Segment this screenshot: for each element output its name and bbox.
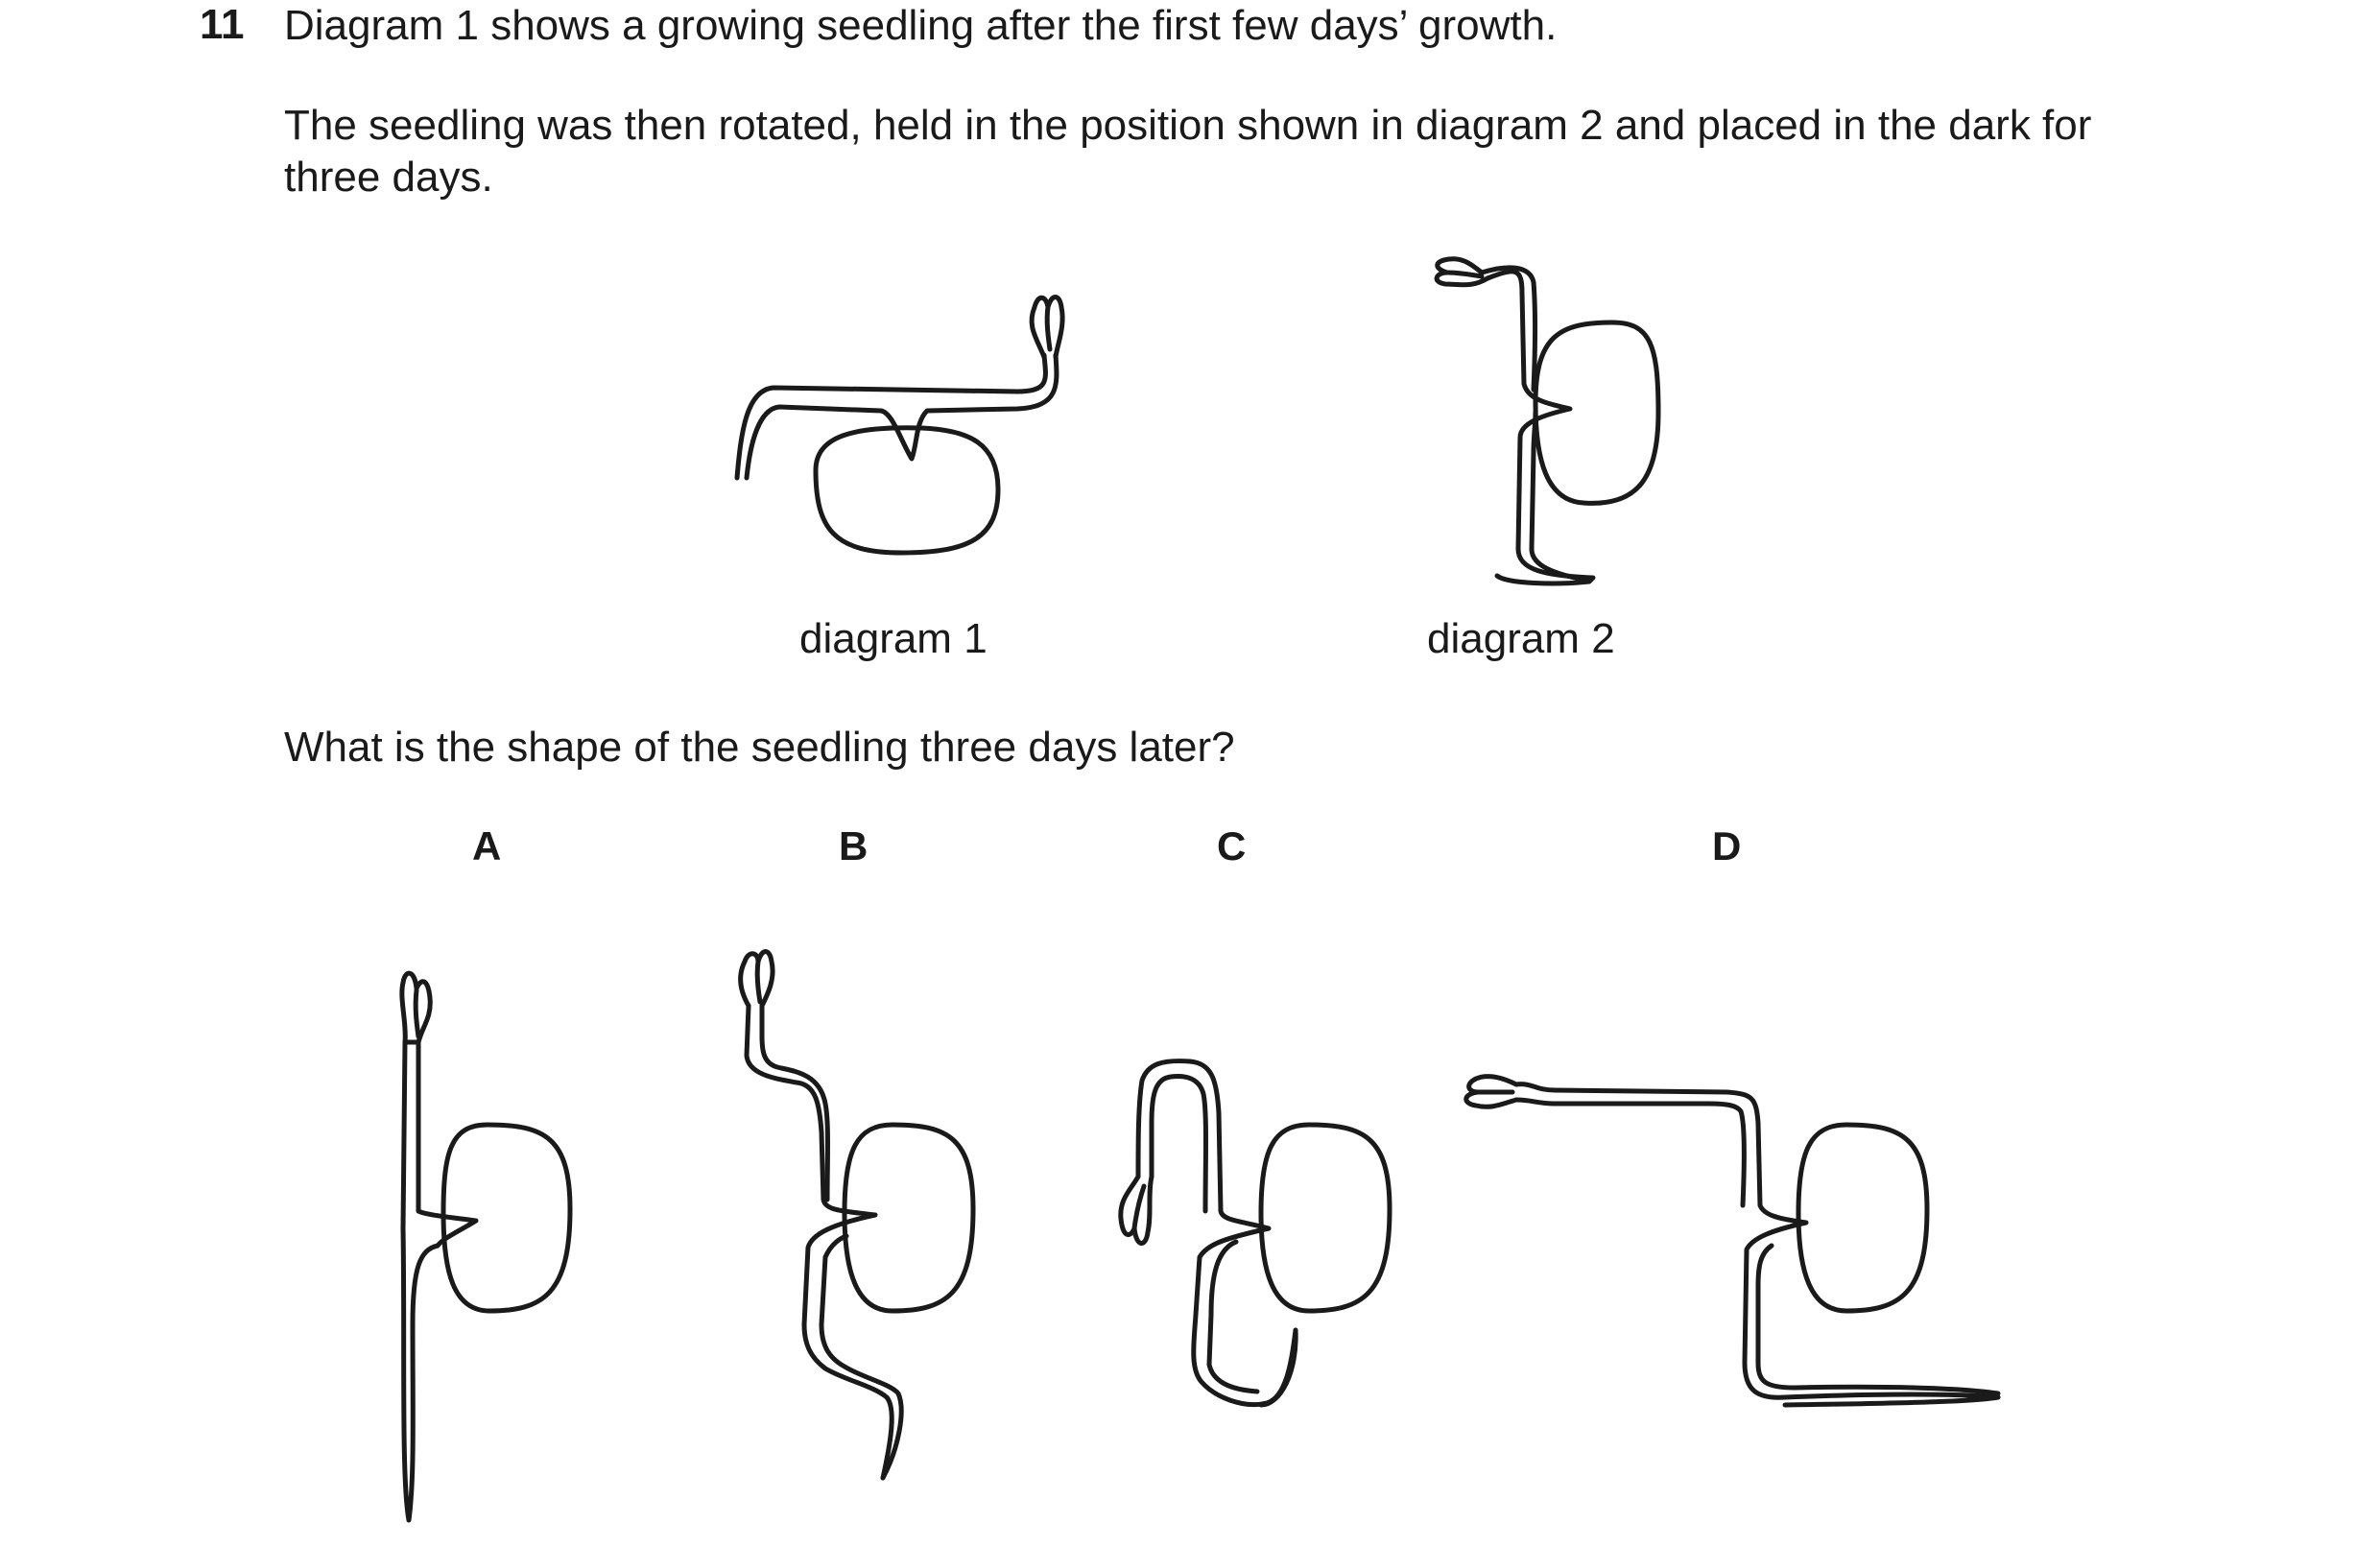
seedling-option-c [1121,1061,1390,1405]
question-setup-line-1: The seedling was then rotated, held in the position shown in diagram 2 and placed in the dark for [284,102,2092,149]
option-d-label[interactable]: D [1712,823,1742,869]
option-b-label[interactable]: B [839,823,869,869]
question-prompt: What is the shape of the seedling three days later? [284,724,1235,771]
seedling-option-a [402,973,570,1520]
seedling-option-d [1466,1077,1998,1405]
question-number: 11 [200,1,245,48]
seedling-option-b [741,952,973,1479]
option-a-label[interactable]: A [472,823,502,869]
question-setup-line-2: three days. [284,154,493,201]
question-intro: Diagram 1 shows a growing seedling after the first few days’ growth. [284,2,1558,49]
diagram-2-label: diagram 2 [1427,615,1615,662]
seedling-diagram-2 [1437,259,1658,583]
option-c-label[interactable]: C [1217,823,1247,869]
diagram-1-label: diagram 1 [799,615,988,662]
seedling-diagram-1 [737,298,1062,554]
